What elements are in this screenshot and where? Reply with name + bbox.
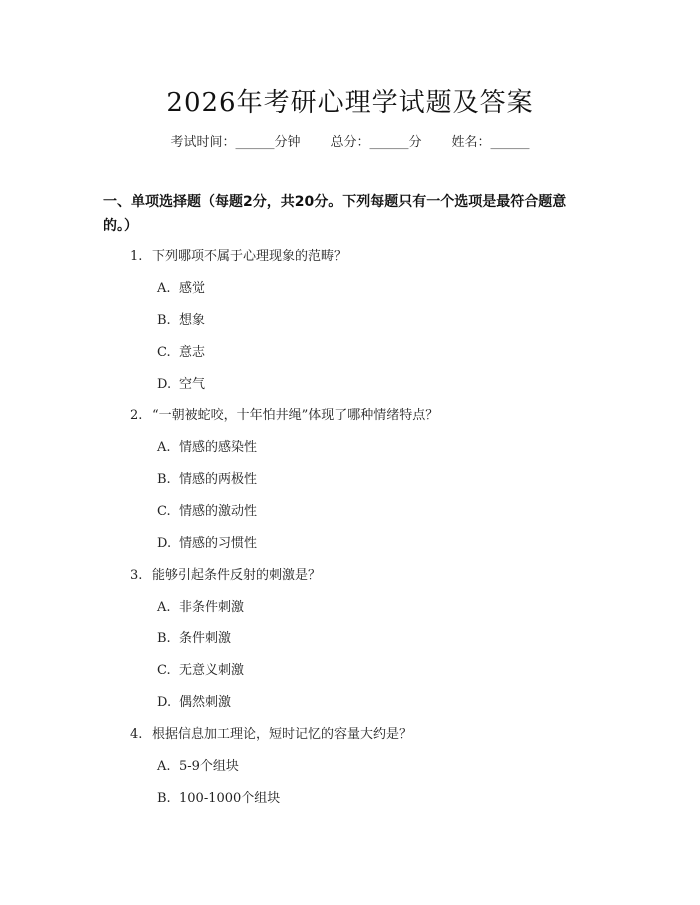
option-letter: D. <box>157 377 172 392</box>
option-letter: B. <box>157 472 171 487</box>
total-score-field: 总分：______分 <box>330 135 422 150</box>
question-4 <box>130 723 412 742</box>
option-text: 情感的感染性 <box>179 440 258 455</box>
question-number: 4. <box>130 727 143 742</box>
option-3d <box>157 691 231 710</box>
option-letter: D. <box>157 695 172 710</box>
option-4b <box>157 787 280 806</box>
option-letter: C. <box>157 504 171 519</box>
question-text: 下列哪项不属于心理现象的范畴？ <box>152 249 348 264</box>
option-2b <box>157 468 257 487</box>
option-letter: D. <box>157 536 172 551</box>
name-field: 姓名：______ <box>451 135 530 150</box>
option-text: 情感的两极性 <box>179 472 258 487</box>
option-text: 意志 <box>179 345 206 360</box>
exam-meta <box>0 131 700 150</box>
option-text: 情感的习惯性 <box>179 536 258 551</box>
option-4a <box>157 755 239 774</box>
question-text: “一朝被蛇咬，十年怕井绳”体现了哪种情绪特点？ <box>152 408 439 423</box>
option-text: 条件刺激 <box>179 631 232 646</box>
option-text: 情感的激动性 <box>179 504 258 519</box>
question-2 <box>130 404 438 423</box>
option-1a <box>157 277 205 296</box>
question-3 <box>130 564 321 583</box>
question-1 <box>130 245 347 264</box>
option-letter: C. <box>157 663 171 678</box>
question-text: 能够引起条件反射的刺激是？ <box>152 568 322 583</box>
question-number: 2. <box>130 408 143 423</box>
option-letter: A. <box>157 440 171 455</box>
option-text: 偶然刺激 <box>179 695 232 710</box>
option-letter: B. <box>157 313 171 328</box>
option-letter: A. <box>157 759 171 774</box>
option-2d <box>157 532 257 551</box>
option-1b <box>157 309 205 328</box>
option-letter: C. <box>157 345 171 360</box>
option-text: 非条件刺激 <box>179 600 245 615</box>
option-2c <box>157 500 257 519</box>
exam-time-field: 考试时间：______分钟 <box>170 135 301 150</box>
option-letter: A. <box>157 281 171 296</box>
option-letter: B. <box>157 631 171 646</box>
option-text: 感觉 <box>179 281 206 296</box>
option-3c <box>157 659 244 678</box>
option-text: 空气 <box>179 377 206 392</box>
option-text: 5-9个组块 <box>179 759 239 774</box>
option-text: 100-1000个组块 <box>179 791 281 806</box>
section-heading: 一、单项选择题（每题2分，共20分。下列每题只有一个选项是最符合题意的。） <box>103 194 567 234</box>
option-text: 无意义刺激 <box>179 663 245 678</box>
option-3a <box>157 596 244 615</box>
question-number: 1. <box>130 249 143 264</box>
option-1d <box>157 373 205 392</box>
question-number: 3. <box>130 568 143 583</box>
option-1c <box>157 341 205 360</box>
option-2a <box>157 436 257 455</box>
option-letter: B. <box>157 791 171 806</box>
option-text: 想象 <box>179 313 206 328</box>
question-text: 根据信息加工理论，短时记忆的容量大约是？ <box>152 727 413 742</box>
page-title: 2026年考研心理学试题及答案 <box>166 88 534 118</box>
option-letter: A. <box>157 600 171 615</box>
option-3b <box>157 627 231 646</box>
